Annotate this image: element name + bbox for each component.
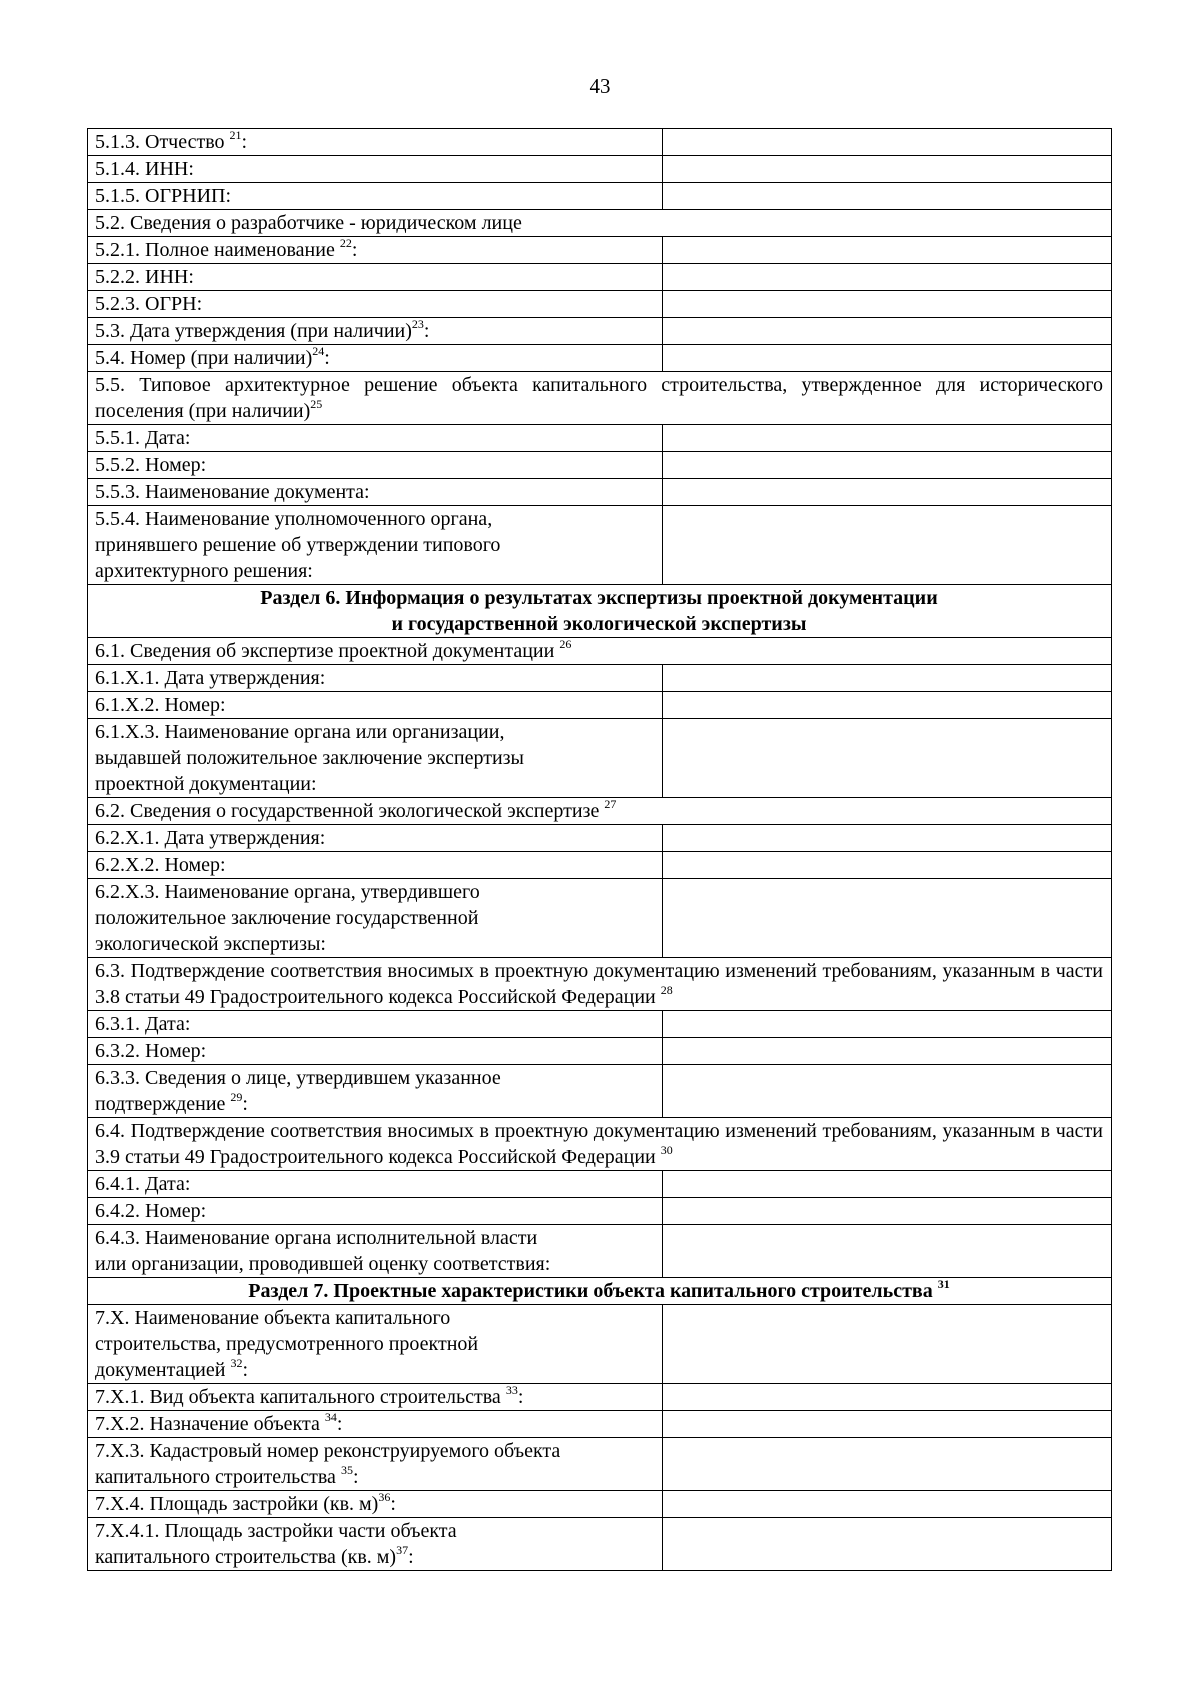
page-number: 43 (589, 74, 611, 98)
form-table (87, 128, 1112, 1571)
table-row (88, 264, 1112, 291)
field-label-7-x-1: 7.Х.1. Вид объекта капитального строительства $^{33}$: (88, 1384, 663, 1411)
table-row (88, 719, 1112, 798)
table-row (88, 1011, 1112, 1038)
table-row (88, 506, 1112, 585)
field-value-6-1-x-2[interactable] (663, 692, 1112, 719)
field-value-7-x-4-1[interactable] (663, 1518, 1112, 1571)
field-label-5-2-1: 5.2.1. Полное наименование $^{22}$: (88, 237, 663, 264)
footnote-ref: 29 (230, 1090, 243, 1105)
field-value-5-2-3[interactable] (663, 291, 1112, 318)
field-label-5-2-2: 5.2.2. ИНН: (88, 264, 663, 291)
field-label-6-3-3: 6.3.3. Сведения о лице, утвердившем указанное подтверждение $^{29}$: (88, 1065, 663, 1118)
field-value-6-2-x-1[interactable] (663, 825, 1112, 852)
table-row (88, 638, 1112, 665)
field-value-6-3-2[interactable] (663, 1038, 1112, 1065)
field-label-6-2-x-2: 6.2.Х.2. Номер: (88, 852, 663, 879)
field-label-5-5-2: 5.5.2. Номер: (88, 452, 663, 479)
field-label-5-4: 5.4. Номер (при наличии)$^{24}$: (88, 345, 663, 372)
footnote-ref: 30 (660, 1143, 673, 1158)
field-label-7-x-4-1: 7.Х.4.1. Площадь застройки части объекта капитального строительства (кв. м)$^{37}$: (88, 1518, 663, 1571)
table-row (88, 1118, 1112, 1171)
field-label-6-1-x-1: 6.1.Х.1. Дата утверждения: (88, 665, 663, 692)
table-row (88, 345, 1112, 372)
field-label-7-x: 7.Х. Наименование объекта капитального строительства, предусмотренного проектной документацией $^{32}$: (88, 1305, 663, 1384)
subsection-5-2: 5.2. Сведения о разработчике - юридическом лице (88, 210, 1112, 237)
table-row (88, 825, 1112, 852)
table-row (88, 1384, 1112, 1411)
field-value-7-x-1[interactable] (663, 1384, 1112, 1411)
table-row (88, 1278, 1112, 1305)
field-value-5-1-5[interactable] (663, 183, 1112, 210)
field-label-6-4-2: 6.4.2. Номер: (88, 1198, 663, 1225)
table-row (88, 1411, 1112, 1438)
footnote-ref: 23 (411, 317, 424, 332)
footnote-ref: 27 (604, 797, 617, 812)
footnote-ref: 21 (229, 128, 242, 143)
field-label-5-1-4: 5.1.4. ИНН: (88, 156, 663, 183)
field-value-5-5-1[interactable] (663, 425, 1112, 452)
subsection-5-5: 5.5. Типовое архитектурное решение объекта капитального строительства, утвержденное для исторического поселения (при наличии)$^{25}$ (88, 372, 1112, 425)
field-label-6-4-3: 6.4.3. Наименование органа исполнительной власти или организации, проводившей оценку соответствия: (88, 1225, 663, 1278)
field-value-5-5-2[interactable] (663, 452, 1112, 479)
field-label-7-x-4: 7.Х.4. Площадь застройки (кв. м)$^{36}$: (88, 1491, 663, 1518)
field-label-5-2-3: 5.2.3. ОГРН: (88, 291, 663, 318)
table-row (88, 291, 1112, 318)
field-value-7-x-3[interactable] (663, 1438, 1112, 1491)
table-row (88, 452, 1112, 479)
table-row (88, 479, 1112, 506)
table-row (88, 692, 1112, 719)
footnote-ref: 26 (559, 637, 572, 652)
field-label-5-5-3: 5.5.3. Наименование документа: (88, 479, 663, 506)
footnote-ref: 34 (324, 1410, 337, 1425)
field-label-7-x-2: 7.Х.2. Назначение объекта $^{34}$: (88, 1411, 663, 1438)
table-row (88, 879, 1112, 958)
footnote-ref: 24 (312, 344, 325, 359)
table-row (88, 1198, 1112, 1225)
field-value-7-x-4[interactable] (663, 1491, 1112, 1518)
footnote-ref: 31 (937, 1277, 950, 1292)
footnote-ref: 32 (230, 1356, 243, 1371)
table-row (88, 798, 1112, 825)
table-row (88, 852, 1112, 879)
table-row (88, 156, 1112, 183)
field-value-5-5-3[interactable] (663, 479, 1112, 506)
field-value-6-4-2[interactable] (663, 1198, 1112, 1225)
table-row (88, 1038, 1112, 1065)
section-6-heading: Раздел 6. Информация о результатах экспертизы проектной документации и государственной экологической экспертизы (88, 585, 1112, 638)
field-value-6-4-3[interactable] (663, 1225, 1112, 1278)
table-row (88, 1171, 1112, 1198)
table-row (88, 425, 1112, 452)
table-row (88, 958, 1112, 1011)
table-row (88, 372, 1112, 425)
footnote-ref: 36 (378, 1490, 391, 1505)
field-value-5-3[interactable] (663, 318, 1112, 345)
table-row (88, 1225, 1112, 1278)
field-label-6-1-x-2: 6.1.Х.2. Номер: (88, 692, 663, 719)
field-label-5-5-1: 5.5.1. Дата: (88, 425, 663, 452)
field-label-6-3-2: 6.3.2. Номер: (88, 1038, 663, 1065)
field-value-6-3-1[interactable] (663, 1011, 1112, 1038)
field-value-6-1-x-3[interactable] (663, 719, 1112, 798)
field-value-5-5-4[interactable] (663, 506, 1112, 585)
table-row (88, 237, 1112, 264)
footnote-ref: 25 (310, 397, 323, 412)
field-value-7-x-2[interactable] (663, 1411, 1112, 1438)
field-label-6-4-1: 6.4.1. Дата: (88, 1171, 663, 1198)
subsection-6-3: 6.3. Подтверждение соответствия вносимых в проектную документацию изменений требованиям, указанным в части 3.8 статьи 49 Градостроительного кодекса Российской Федерации $^{28}$ (88, 958, 1112, 1011)
footnote-ref: 28 (660, 983, 673, 998)
subsection-6-4: 6.4. Подтверждение соответствия вносимых в проектную документацию изменений требованиям, указанным в части 3.9 статьи 49 Градостроительного кодекса Российской Федерации $^{30}$ (88, 1118, 1112, 1171)
field-label-7-x-3: 7.Х.3. Кадастровый номер реконструируемого объекта капитального строительства $^{35}$: (88, 1438, 663, 1491)
field-label-5-1-3: 5.1.3. Отчество $^{21}$: (88, 129, 663, 156)
field-label-5-1-5: 5.1.5. ОГРНИП: (88, 183, 663, 210)
field-value-6-2-x-3[interactable] (663, 879, 1112, 958)
table-row (88, 1491, 1112, 1518)
field-label-5-5-4: 5.5.4. Наименование уполномоченного органа, принявшего решение об утверждении типового архитектурного решения: (88, 506, 663, 585)
subsection-6-1: 6.1. Сведения об экспертизе проектной документации $^{26}$ (88, 638, 1112, 665)
field-value-7-x[interactable] (663, 1305, 1112, 1384)
field-label-5-3: 5.3. Дата утверждения (при наличии)$^{23}$: (88, 318, 663, 345)
field-value-6-1-x-1[interactable] (663, 665, 1112, 692)
table-row (88, 318, 1112, 345)
table-row (88, 585, 1112, 638)
field-value-6-2-x-2[interactable] (663, 852, 1112, 879)
field-value-5-2-2[interactable] (663, 264, 1112, 291)
field-value-5-1-3[interactable] (663, 129, 1112, 156)
table-row (88, 1438, 1112, 1491)
table-row (88, 183, 1112, 210)
subsection-6-2: 6.2. Сведения о государственной экологической экспертизе $^{27}$ (88, 798, 1112, 825)
table-row (88, 1065, 1112, 1118)
footnote-ref: 22 (339, 236, 352, 251)
table-row (88, 1305, 1112, 1384)
table-row (88, 1518, 1112, 1571)
footnote-ref: 37 (396, 1543, 409, 1558)
table-row (88, 665, 1112, 692)
footnote-ref: 35 (340, 1463, 353, 1478)
field-label-6-2-x-1: 6.2.Х.1. Дата утверждения: (88, 825, 663, 852)
field-label-6-1-x-3: 6.1.Х.3. Наименование органа или организации, выдавшей положительное заключение экспертизы проектной документации: (88, 719, 663, 798)
field-label-6-2-x-3: 6.2.Х.3. Наименование органа, утвердившего положительное заключение государственной экологической экспертизы: (88, 879, 663, 958)
table-row (88, 210, 1112, 237)
field-label-6-3-1: 6.3.1. Дата: (88, 1011, 663, 1038)
section-7-heading: Раздел 7. Проектные характеристики объекта капитального строительства $^{31}$ (88, 1278, 1112, 1305)
field-value-6-4-1[interactable] (663, 1171, 1112, 1198)
footnote-ref: 33 (505, 1383, 518, 1398)
field-value-6-3-3[interactable] (663, 1065, 1112, 1118)
field-value-5-4[interactable] (663, 345, 1112, 372)
field-value-5-2-1[interactable] (663, 237, 1112, 264)
field-value-5-1-4[interactable] (663, 156, 1112, 183)
table-row (88, 129, 1112, 156)
